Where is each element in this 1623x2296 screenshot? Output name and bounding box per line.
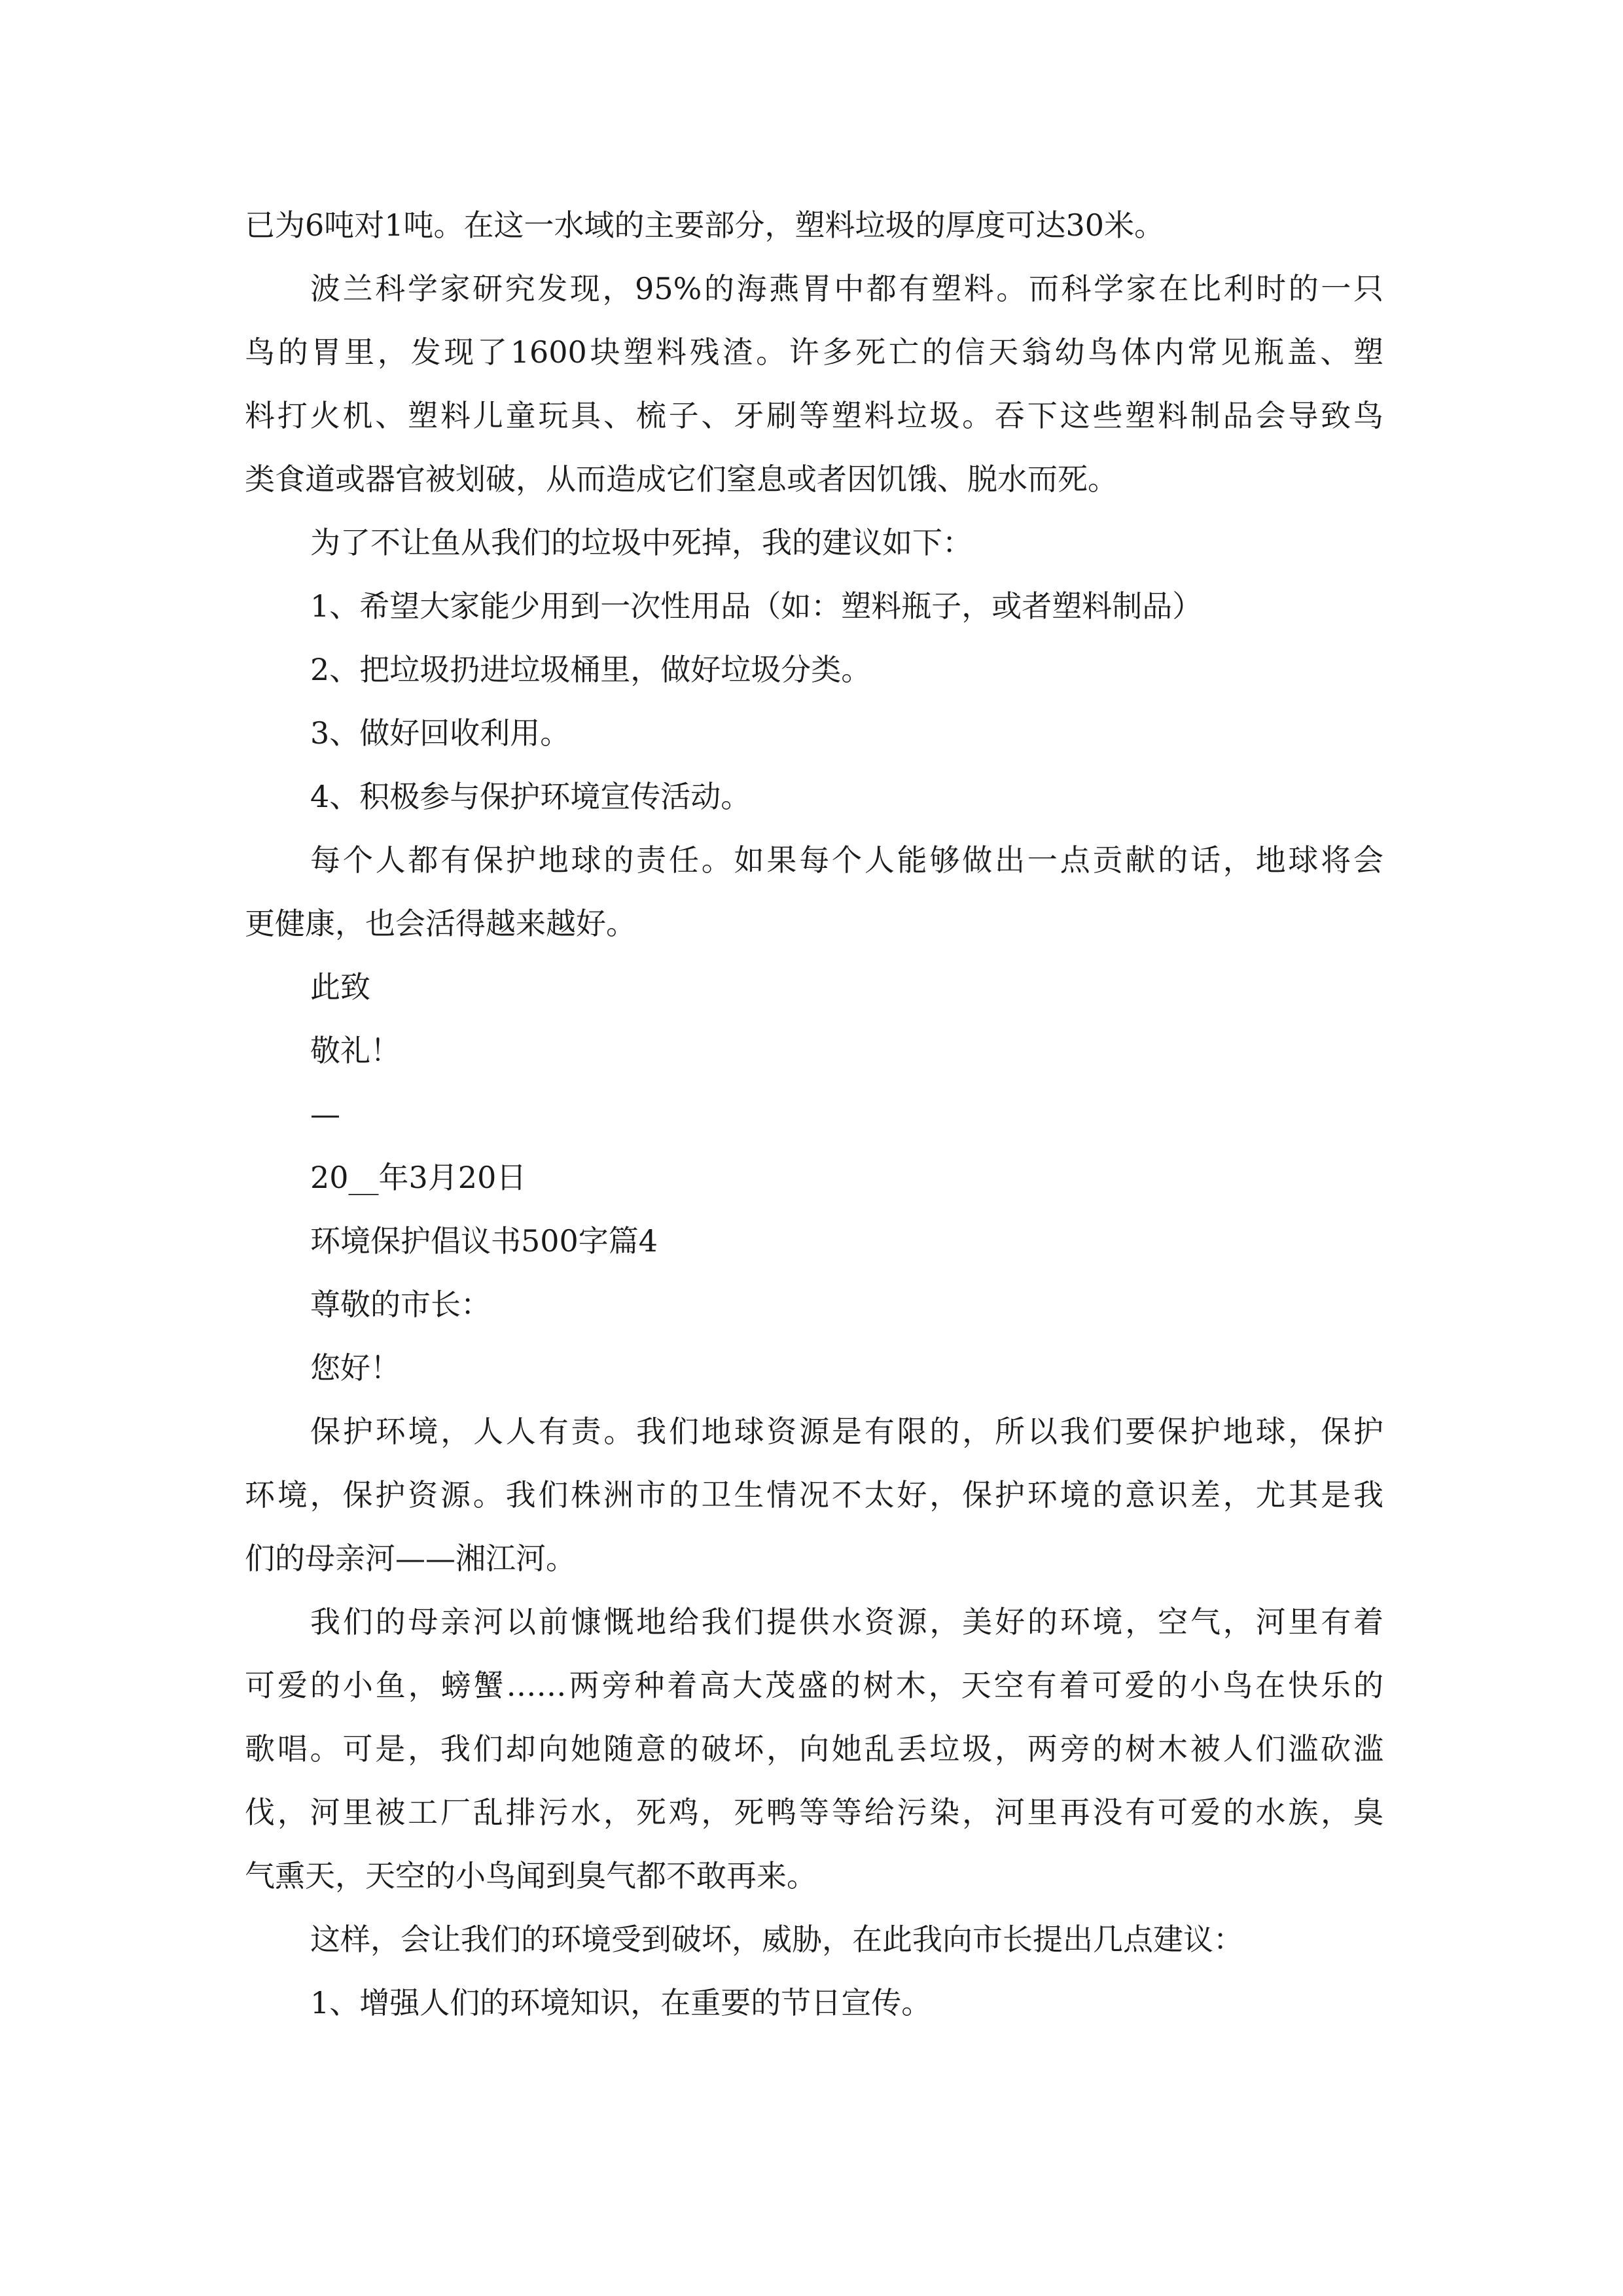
- suggestion-item: 4、积极参与保护环境宣传活动。: [310, 779, 751, 814]
- paragraph-line: 气熏天，天空的小鸟闻到臭气都不敢再来。: [245, 1858, 817, 1893]
- salutation: 尊敬的市长：: [310, 1287, 491, 1322]
- paragraph-line: 环境，保护资源。我们株洲市的卫生情况不太好，保护环境的意识差，尤其是我: [245, 1477, 1383, 1513]
- paragraph-line: 料打火机、塑料儿童玩具、梳子、牙刷等塑料垃圾。吞下这些塑料制品会导致鸟: [245, 398, 1383, 433]
- paragraph-line: 们的母亲河——湘江河。: [245, 1541, 576, 1576]
- suggestion-item: 2、把垃圾扔进垃圾桶里，做好垃圾分类。: [310, 652, 872, 687]
- closing-line: 此致: [310, 969, 370, 1005]
- proposal-intro: 这样，会让我们的环境受到破坏，威胁，在此我向市长提出几点建议：: [310, 1922, 1243, 1957]
- article-title: 环境保护倡议书500字篇4: [310, 1223, 658, 1259]
- suggestion-item: 1、希望大家能少用到一次性用品（如：塑料瓶子，或者塑料制品）: [310, 588, 1203, 624]
- suggestion-intro: 为了不让鱼从我们的垃圾中死掉，我的建议如下：: [310, 525, 972, 560]
- paragraph-line: 每个人都有保护地球的责任。如果每个人能够做出一点贡献的话，地球将会: [310, 842, 1383, 878]
- date-line: 20__年3月20日: [310, 1160, 527, 1195]
- paragraph-line: 保护环境，人人有责。我们地球资源是有限的，所以我们要保护地球，保护: [310, 1414, 1383, 1449]
- paragraph-line: 可爱的小鱼，螃蟹……两旁种着高大茂盛的树木，天空有着可爱的小鸟在快乐的: [245, 1668, 1383, 1703]
- paragraph-line: 波兰科学家研究发现，95%的海燕胃中都有塑料。而科学家在比利时的一只: [310, 271, 1383, 306]
- paragraph-line: 伐，河里被工厂乱排污水，死鸡，死鸭等等给污染，河里再没有可爱的水族，臭: [245, 1795, 1383, 1830]
- suggestion-item: 3、做好回收利用。: [310, 715, 571, 751]
- greeting: 您好！: [310, 1350, 401, 1386]
- document-body: [245, 194, 1383, 2035]
- paragraph-line: 歌唱。可是，我们却向她随意的破坏，向她乱丢垃圾，两旁的树木被人们滥砍滥: [245, 1731, 1383, 1767]
- paragraph-line: 鸟的胃里，发现了1600块塑料残渣。许多死亡的信天翁幼鸟体内常见瓶盖、塑: [245, 334, 1383, 370]
- paragraph-line: 我们的母亲河以前慷慨地给我们提供水资源，美好的环境，空气，河里有着: [310, 1604, 1383, 1640]
- paragraph-line: 更健康，也会活得越来越好。: [245, 906, 636, 941]
- paragraph-line: 类食道或器官被划破，从而造成它们窒息或者因饥饿、脱水而死。: [245, 461, 1118, 497]
- closing-line: 敬礼！: [310, 1033, 401, 1068]
- proposal-item: 1、增强人们的环境知识，在重要的节日宣传。: [310, 1985, 932, 2020]
- signature-dash: —: [310, 1096, 340, 1132]
- continued-paragraph: 已为6吨对1吨。在这一水域的主要部分，塑料垃圾的厚度可达30米。: [245, 207, 1165, 243]
